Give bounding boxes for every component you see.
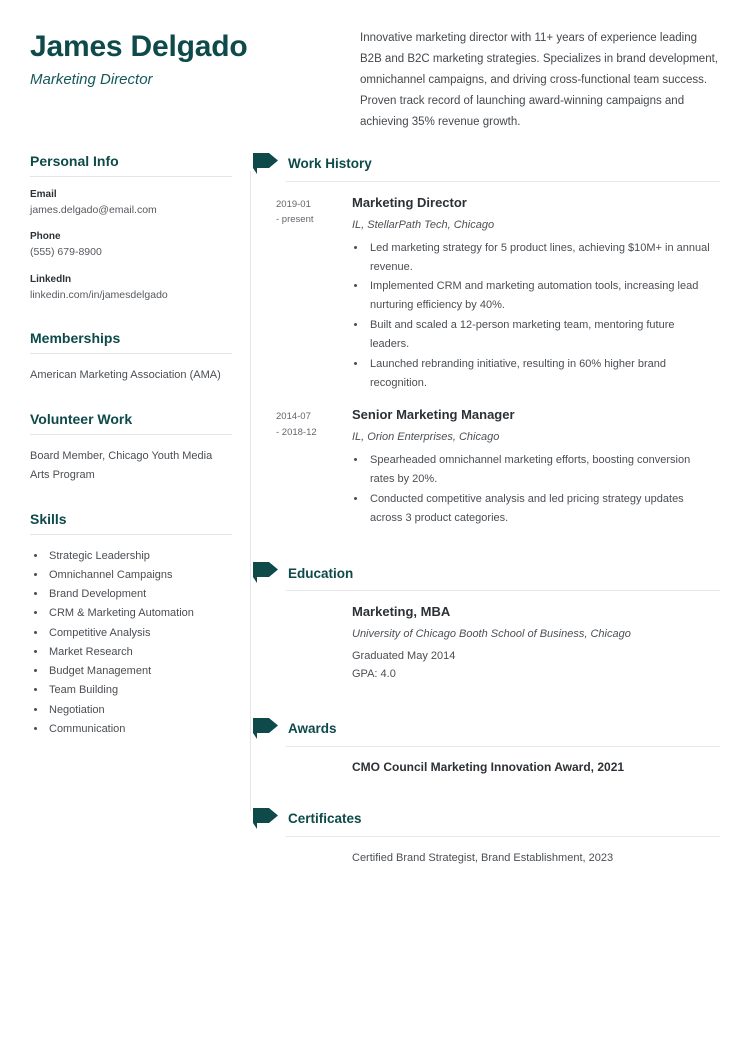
memberships-text: American Marketing Association (AMA) <box>30 368 221 381</box>
professional-summary: Innovative marketing director with 11+ years of experience leading B2B and B2C marketing strategies. Specializes in brand development, omnichannel campaigns, and driving cross-functional team success. Proven track record of launching award-winning campaigns and achieving 35% revenue growth. <box>360 32 718 128</box>
list-item: • Communication <box>47 720 232 739</box>
header-summary-area <box>350 22 720 133</box>
skills-heading: Skills <box>30 510 67 527</box>
date-start: 2014-07 <box>276 410 311 422</box>
certificate-entry <box>264 837 720 868</box>
section-memberships <box>30 330 232 385</box>
memberships-divider <box>30 353 232 354</box>
education-gpa: GPA: 4.0 <box>352 668 396 681</box>
volunteer-heading: Volunteer Work <box>30 410 133 427</box>
work-history-header <box>264 153 720 175</box>
education-entry-body <box>352 604 720 684</box>
education-entry-dates <box>264 604 352 684</box>
candidate-name: James Delgado <box>30 30 248 63</box>
skills-list <box>30 547 232 740</box>
certificates-title: Certificates <box>288 811 362 827</box>
work-entry-title: Senior Marketing Manager <box>352 406 515 422</box>
list-item: • Spearheaded omnichannel marketing efforts, boosting conversion rates by 20%. <box>367 451 716 489</box>
list-item: • Omnichannel Campaigns <box>47 566 232 585</box>
list-item: • Market Research <box>47 643 232 662</box>
education-institution: University of Chicago Booth School of Business, Chicago <box>352 628 631 641</box>
work-entry-dates <box>264 407 352 529</box>
contact-email-label: Email <box>30 188 57 200</box>
section-education <box>264 562 720 684</box>
list-item: • Budget Management <box>47 662 232 681</box>
list-item: • Negotiation <box>47 701 232 720</box>
education-header <box>264 562 720 584</box>
personal-info-divider <box>30 176 232 177</box>
skills-divider <box>30 534 232 535</box>
education-entry <box>264 591 720 684</box>
education-title: Education <box>288 565 354 581</box>
contact-phone-value[interactable]: (555) 679-8900 <box>30 246 102 259</box>
contact-email-value[interactable]: james.delgado@email.com <box>30 203 157 216</box>
list-item: • Implemented CRM and marketing automation tools, increasing lead nurturing efficiency by 40%. <box>367 277 716 315</box>
flag-marker-icon <box>253 718 279 740</box>
contact-email <box>30 189 232 219</box>
certificate-entry-body <box>352 850 720 868</box>
resume-header <box>0 0 750 133</box>
work-entry-company: IL, Orion Enterprises, Chicago <box>352 430 500 443</box>
flag-marker-icon <box>253 153 279 175</box>
section-certificates <box>264 808 720 868</box>
personal-info-heading: Personal Info <box>30 152 119 169</box>
work-entry-achievements <box>352 239 716 393</box>
resume-body <box>0 153 750 872</box>
header-identity <box>30 22 350 88</box>
memberships-heading: Memberships <box>30 329 121 346</box>
section-work-history <box>264 153 720 529</box>
list-item: • CRM & Marketing Automation <box>47 604 232 623</box>
list-item: • Brand Development <box>47 585 232 604</box>
main-column <box>250 153 720 872</box>
list-item: • Led marketing strategy for 5 product lines, achieving $10M+ in annual revenue. <box>367 239 716 277</box>
sidebar <box>30 153 250 872</box>
date-start: 2019-01 <box>276 198 311 210</box>
list-item: • Team Building <box>47 681 232 700</box>
contact-linkedin-value[interactable]: linkedin.com/in/jamesdelgado <box>30 289 168 302</box>
certificate-title: Certified Brand Strategist, Brand Establishment, 2023 <box>352 852 614 865</box>
list-item: • Built and scaled a 12-person marketing team, mentoring future leaders. <box>367 316 716 354</box>
education-degree: Marketing, MBA <box>352 604 451 620</box>
volunteer-text: Board Member, Chicago Youth Media Arts Program <box>30 449 213 481</box>
work-entry <box>264 394 720 529</box>
award-title: CMO Council Marketing Innovation Award, 2021 <box>352 760 625 775</box>
main-inner <box>250 153 720 868</box>
section-awards <box>264 718 720 774</box>
flag-marker-icon <box>253 562 279 584</box>
work-entry <box>264 182 720 394</box>
contact-linkedin-label: LinkedIn <box>30 274 72 286</box>
contact-linkedin <box>30 274 232 304</box>
list-item: • Competitive Analysis <box>47 624 232 643</box>
certificate-entry-dates <box>264 850 352 868</box>
work-entry-body <box>352 195 720 394</box>
award-entry-body <box>352 760 720 774</box>
awards-header <box>264 718 720 740</box>
volunteer-divider <box>30 434 232 435</box>
contact-phone-label: Phone <box>30 231 61 243</box>
spacer <box>264 778 720 808</box>
timeline-vertical-rule <box>250 171 251 811</box>
flag-marker-icon <box>253 808 279 830</box>
contact-phone <box>30 231 232 261</box>
award-entry <box>264 747 720 774</box>
certificates-header <box>264 808 720 830</box>
list-item: • Launched rebranding initiative, resulting in 60% higher brand recognition. <box>367 355 716 393</box>
section-skills <box>30 511 232 740</box>
work-history-title: Work History <box>288 155 372 171</box>
date-end: - 2018-12 <box>276 426 317 438</box>
work-entry-company: IL, StellarPath Tech, Chicago <box>352 218 495 231</box>
spacer <box>264 688 720 718</box>
section-volunteer-work <box>30 411 232 485</box>
work-entry-dates <box>264 195 352 394</box>
awards-title: Awards <box>288 721 337 737</box>
list-item: • Conducted competitive analysis and led pricing strategy updates across 3 product categories. <box>367 490 716 528</box>
spacer <box>264 532 720 562</box>
work-entry-body <box>352 407 720 529</box>
work-entry-title: Marketing Director <box>352 194 467 210</box>
date-end: - present <box>276 214 314 226</box>
candidate-job-title: Marketing Director <box>30 71 153 88</box>
work-entry-achievements <box>352 451 716 528</box>
section-personal-info <box>30 153 232 304</box>
list-item: • Strategic Leadership <box>47 547 232 566</box>
award-entry-dates <box>264 760 352 774</box>
education-graduation: Graduated May 2014 <box>352 650 456 663</box>
